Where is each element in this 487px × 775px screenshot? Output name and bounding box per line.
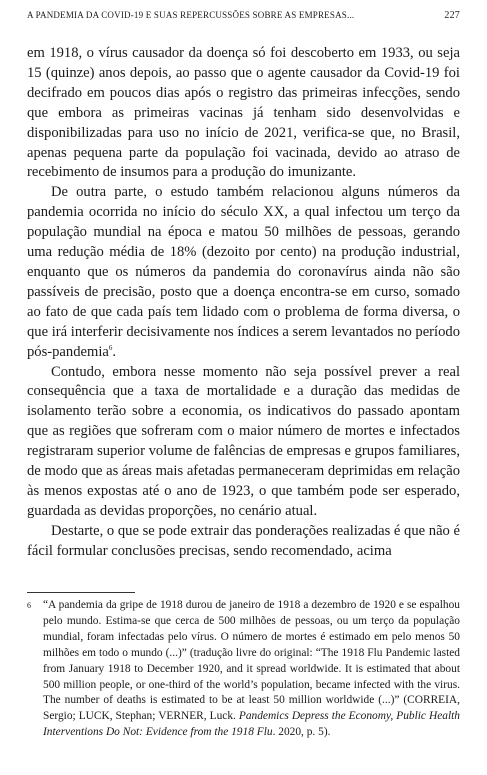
- footnote-body: “A pandemia da gripe de 1918 durou de janeiro de 1918 a dezembro de 1920 e se espalhou pelo mundo. Estima-se que cerca de 500 milhões de pessoas, ou um terço da população mundial, foram infectadas pelo vírus. O número de mortes é estimado em pelo menos 50 milhões em todo o mundo (...)” (tradução livre do original: “The 1918 Flu Pandemic lasted from January 1918 to December 1920, and it spread worldwide. It is estimated that about 500 million people, or one-third of the world’s population, became infected with the virus. The number of deaths is estimated to be at least 50 million worldwide (...)” (CORREIA, Sergio; LUCK, Stephan; VERNER, Luck.: [43, 599, 460, 723]
- footnote: [27, 598, 460, 741]
- footnote-tail: . 2020, p. 5).: [272, 726, 331, 739]
- footnote-number: 6: [27, 601, 31, 610]
- paragraph-4: Destarte, o que se pode extrair das ponderações realizadas é que não é fácil formular conclusões precisas, sendo recomendado, acima: [27, 522, 460, 559]
- body-text: [27, 44, 460, 562]
- page-number: 227: [444, 10, 460, 21]
- paragraph-2: [27, 183, 460, 362]
- paragraph-2-text: De outra parte, o estudo também relacionou alguns números da pandemia ocorrida no início do século XX, a qual infectou um terço da população mundial na época e matou 50 milhões de pessoas, gerando uma redução média de 18% (dezoito por cento) na produção industrial, enquanto que os números da pandemia do coronavírus ainda não são passíveis de precisão, posto que a doença encontra-se em curso, somado ao fato de que cada país tem lidado com o problema de forma diversa, o que irá interferir decisivamente nos índices a serem levantados no período pós-pandemia: [27, 184, 460, 360]
- paragraph-3: Contudo, embora nesse momento não seja possível prever a real consequência que a taxa de mortalidade e a duração das medidas de isolamento terão sobre a economia, os indicativos do passado apontam que as regiões que sofreram com o maior número de mortes e infectados registraram superior volume de falências de empresas e grupos familiares, de modo que as áreas mais afetadas permaneceram deprimidas em relação às menos expostas até o ano de 1923, o que também pode ser esperado, guardada as devidas proporções, no cenário atual.: [27, 363, 460, 519]
- footnote-separator: [27, 592, 135, 593]
- paragraph-1: em 1918, o vírus causador da doença só foi descoberto em 1933, ou seja 15 (quinze) anos depois, ao passo que o agente causador da Covid-19 foi decifrado em poucos dias após o registro das primeiras infecções, sendo que embora as primeiras vacinas já tenham sido desenvolvidas e disponibilizadas para uso no início de 2021, verifica-se que, no Brasil, apenas pequena parte da população foi vacinada, devido ao atraso de recebimento de insumos para a produção do imunizante.: [27, 45, 460, 181]
- running-title: A PANDEMIA DA COVID-19 E SUAS REPERCUSSÕES SOBRE AS EMPRESAS...: [27, 10, 355, 20]
- footnote-text: [43, 598, 460, 741]
- footnote-ref[interactable]: 6: [108, 343, 113, 352]
- running-header: [27, 10, 460, 24]
- footnote-cited-title: Pandemics Depress the Economy, Public Health Interventions Do Not: Evidence from the 1918 Flu: [43, 710, 460, 739]
- paragraph-2-end: .: [112, 343, 117, 360]
